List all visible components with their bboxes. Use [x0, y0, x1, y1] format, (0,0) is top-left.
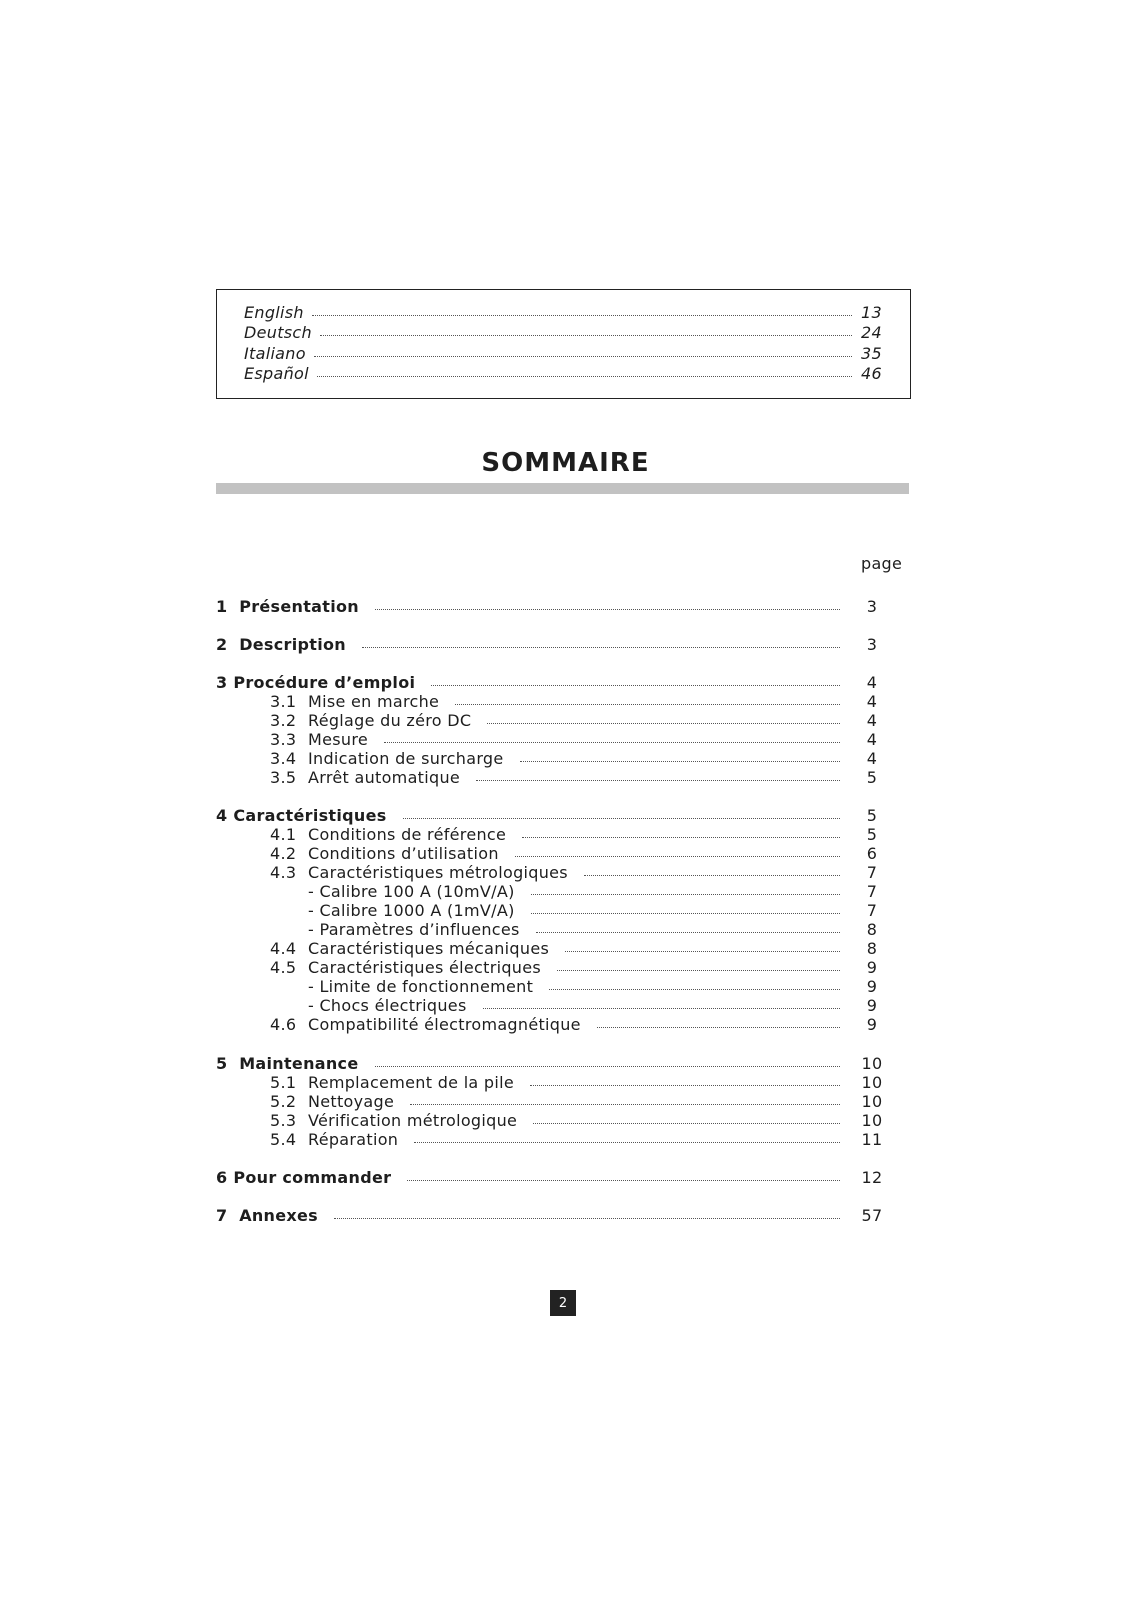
- toc-entry[interactable]: [216, 672, 894, 692]
- toc-label: Compatibilité électromagnétique: [308, 1014, 581, 1034]
- toc-number: 1: [216, 596, 228, 616]
- toc-page: 7: [866, 862, 878, 882]
- toc-page: 10: [861, 1091, 883, 1111]
- dot-leader: [320, 335, 852, 336]
- dot-leader: [362, 647, 840, 648]
- toc-number: 3.4: [270, 748, 297, 768]
- toc-label: Pour commander: [233, 1167, 392, 1187]
- toc-label: Procédure d’emploi: [233, 672, 416, 692]
- toc-page: 9: [866, 995, 878, 1015]
- toc-entry[interactable]: [270, 1129, 894, 1149]
- page-title: SOMMAIRE: [481, 448, 650, 478]
- page-number-badge: 2: [550, 1290, 576, 1316]
- dot-leader: [312, 315, 852, 316]
- toc-entry[interactable]: [270, 710, 894, 730]
- dot-leader: [515, 856, 840, 857]
- dot-leader: [483, 1008, 840, 1009]
- toc-entry[interactable]: [270, 691, 894, 711]
- dot-leader: [533, 1123, 840, 1124]
- toc-entry[interactable]: [270, 1014, 894, 1034]
- toc-number: 4: [216, 805, 228, 825]
- toc-number: 4.6: [270, 1014, 297, 1034]
- dot-leader: [536, 932, 840, 933]
- toc-page: 9: [866, 976, 878, 996]
- toc-number: 7: [216, 1205, 228, 1225]
- dot-leader: [403, 818, 840, 819]
- toc-page: 9: [866, 1014, 878, 1034]
- toc-label: Caractéristiques électriques: [308, 957, 542, 977]
- toc-number: 4.2: [270, 843, 297, 863]
- toc-label: Description: [239, 634, 346, 654]
- language-page: 24: [861, 322, 882, 342]
- toc-label: - Limite de fonctionnement: [308, 976, 534, 996]
- toc-label: Présentation: [239, 596, 359, 616]
- toc-entry[interactable]: [270, 843, 894, 863]
- toc-entry[interactable]: [270, 1072, 894, 1092]
- toc-number: 4.5: [270, 957, 297, 977]
- toc-number: 5.1: [270, 1072, 297, 1092]
- dot-leader: [414, 1142, 840, 1143]
- toc-label: Maintenance: [239, 1053, 359, 1073]
- toc-page: 11: [861, 1129, 883, 1149]
- dot-leader: [531, 913, 840, 914]
- language-row-deutsch[interactable]: [244, 322, 882, 342]
- language-label: Español: [244, 363, 309, 383]
- toc-label: Mesure: [308, 729, 368, 749]
- toc-entry[interactable]: [216, 805, 894, 825]
- toc-entry[interactable]: [270, 957, 894, 977]
- dot-leader: [584, 875, 840, 876]
- dot-leader: [531, 894, 840, 895]
- title-underline-bar: [216, 483, 909, 494]
- toc-number: 3: [216, 672, 228, 692]
- toc-label: - Paramètres d’influences: [308, 919, 520, 939]
- toc-page: 4: [866, 748, 878, 768]
- toc-page: 4: [866, 672, 878, 692]
- toc-label: Réparation: [308, 1129, 399, 1149]
- toc-page: 57: [861, 1205, 883, 1225]
- toc-label: - Chocs électriques: [308, 995, 467, 1015]
- toc-entry[interactable]: [308, 976, 894, 996]
- dot-leader: [476, 780, 840, 781]
- toc-number: 5.2: [270, 1091, 297, 1111]
- toc-entry[interactable]: [308, 881, 894, 901]
- dot-leader: [407, 1180, 840, 1181]
- toc-label: Caractéristiques: [233, 805, 387, 825]
- dot-leader: [314, 356, 852, 357]
- toc-number: 3.1: [270, 691, 297, 711]
- dot-leader: [565, 951, 840, 952]
- toc-page: 4: [866, 710, 878, 730]
- toc-number: 3.5: [270, 767, 297, 787]
- toc-page: 10: [861, 1110, 883, 1130]
- toc-label: Vérification métrologique: [308, 1110, 518, 1130]
- page-column-label: page: [861, 554, 903, 573]
- toc-label: Indication de surcharge: [308, 748, 504, 768]
- toc-entry[interactable]: [270, 729, 894, 749]
- toc-entry[interactable]: [308, 900, 894, 920]
- toc-label: Annexes: [239, 1205, 318, 1225]
- toc-page: 5: [866, 805, 878, 825]
- toc-number: 5.4: [270, 1129, 297, 1149]
- dot-leader: [431, 685, 840, 686]
- toc-number: 2: [216, 634, 228, 654]
- dot-leader: [384, 742, 840, 743]
- toc-label: Caractéristiques mécaniques: [308, 938, 550, 958]
- toc-page: 10: [861, 1053, 883, 1073]
- toc-entry[interactable]: [270, 767, 894, 787]
- language-label: Italiano: [244, 343, 306, 363]
- toc-entry[interactable]: [270, 1091, 894, 1111]
- toc-label: Conditions de référence: [308, 824, 507, 844]
- toc-label: Arrêt automatique: [308, 767, 461, 787]
- toc-entry[interactable]: [216, 1205, 894, 1225]
- dot-leader: [487, 723, 840, 724]
- language-page: 13: [861, 302, 882, 322]
- language-label: Deutsch: [244, 322, 312, 342]
- toc-page: 3: [866, 596, 878, 616]
- toc-page: 10: [861, 1072, 883, 1092]
- dot-leader: [455, 704, 840, 705]
- toc-entry[interactable]: [270, 862, 894, 882]
- dot-leader: [522, 837, 840, 838]
- toc-number: 3.2: [270, 710, 297, 730]
- toc-page: 6: [866, 843, 878, 863]
- toc-number: 4.1: [270, 824, 297, 844]
- language-row-espanol[interactable]: [244, 363, 882, 383]
- dot-leader: [410, 1104, 840, 1105]
- toc-page: 8: [866, 919, 878, 939]
- dot-leader: [334, 1218, 840, 1219]
- dot-leader: [520, 761, 840, 762]
- dot-leader: [557, 970, 840, 971]
- toc-entry[interactable]: [216, 634, 894, 654]
- toc-entry[interactable]: [270, 748, 894, 768]
- toc-label: Réglage du zéro DC: [308, 710, 472, 730]
- toc-page: 5: [866, 767, 878, 787]
- language-row-italiano[interactable]: [244, 343, 882, 363]
- language-label: English: [244, 302, 304, 322]
- toc-page: 7: [866, 881, 878, 901]
- toc-label: Mise en marche: [308, 691, 440, 711]
- toc-label: Caractéristiques métrologiques: [308, 862, 568, 882]
- toc-label: Remplacement de la pile: [308, 1072, 515, 1092]
- dot-leader: [375, 1066, 841, 1067]
- toc-number: 6: [216, 1167, 228, 1187]
- toc-entry[interactable]: [216, 1167, 894, 1187]
- toc-label: - Calibre 100 A (10mV/A): [308, 881, 515, 901]
- toc-page: 5: [866, 824, 878, 844]
- toc-entry[interactable]: [216, 596, 894, 616]
- toc-page: 4: [866, 691, 878, 711]
- dot-leader: [597, 1027, 840, 1028]
- toc-number: 5: [216, 1053, 228, 1073]
- dot-leader: [375, 609, 840, 610]
- toc-number: 4.3: [270, 862, 297, 882]
- dot-leader: [530, 1085, 840, 1086]
- dot-leader: [317, 376, 852, 377]
- language-page: 35: [861, 343, 882, 363]
- language-index-box: [216, 289, 911, 399]
- toc-label: Conditions d’utilisation: [308, 843, 499, 863]
- toc-page: 3: [866, 634, 878, 654]
- toc-page: 9: [866, 957, 878, 977]
- language-row-english[interactable]: [244, 302, 882, 322]
- toc-number: 3.3: [270, 729, 297, 749]
- dot-leader: [549, 989, 840, 990]
- toc-entry[interactable]: [270, 824, 894, 844]
- toc-page: 8: [866, 938, 878, 958]
- language-page: 46: [861, 363, 882, 383]
- toc-entry[interactable]: [216, 1053, 894, 1073]
- toc-number: 5.3: [270, 1110, 297, 1130]
- toc-page: 4: [866, 729, 878, 749]
- toc-number: 4.4: [270, 938, 297, 958]
- toc-entry[interactable]: [308, 995, 894, 1015]
- toc-label: Nettoyage: [308, 1091, 395, 1111]
- toc-entry[interactable]: [270, 938, 894, 958]
- toc-entry[interactable]: [308, 919, 894, 939]
- toc-page: 12: [861, 1167, 883, 1187]
- toc-label: - Calibre 1000 A (1mV/A): [308, 900, 515, 920]
- toc-page: 7: [866, 900, 878, 920]
- toc-entry[interactable]: [270, 1110, 894, 1130]
